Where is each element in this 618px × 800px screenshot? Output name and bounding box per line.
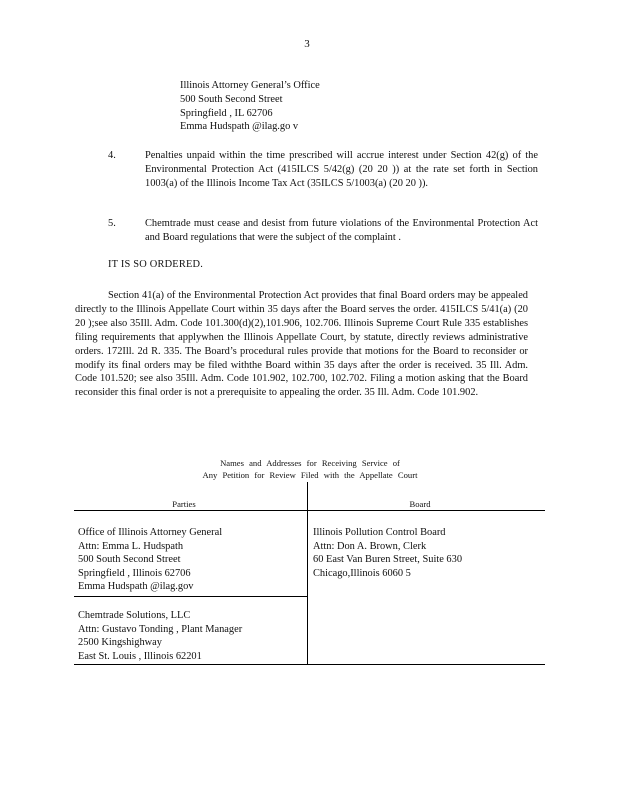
table-top-rule xyxy=(74,510,545,511)
board-line: Attn: Don A. Brown, Clerk xyxy=(313,540,427,552)
item-number: 4. xyxy=(108,150,116,161)
party-line: 500 South Second Street xyxy=(78,554,181,566)
numbered-item xyxy=(108,149,538,205)
address-line: Springfield , IL 62706 xyxy=(180,107,273,119)
column-header-parties: Parties xyxy=(172,499,196,509)
party-line: Attn: Gustavo Tonding , Plant Manager xyxy=(78,623,243,635)
item-number: 5. xyxy=(108,218,116,229)
party-line: Office of Illinois Attorney General xyxy=(78,527,223,538)
party-line: Chemtrade Solutions, LLC xyxy=(78,610,191,621)
party-line: Attn: Emma L. Hudspath xyxy=(78,540,184,552)
numbered-item xyxy=(108,217,538,247)
party-line: Springfield , Illinois 62706 xyxy=(78,567,191,579)
service-list-header xyxy=(150,457,470,481)
item-text: Penalties unpaid within the time prescribed will accrue interest under Section 42(g) of the Environmental Protection Act (415ILCS 5/42(g) (20 20 )) at the rate set forth in Section 1003(a) of the Illinois Income Tax Act (35ILCS 5/1003(a) (20 20 )). xyxy=(145,150,538,189)
item-text: Chemtrade must cease and desist from future violations of the Environmental Protection Act and Board regulations that were the subject of the complaint . xyxy=(145,218,538,243)
so-ordered: IT IS SO ORDERED. xyxy=(108,259,203,270)
header-line: Names and Addresses for Receiving Service of xyxy=(220,458,400,468)
address-line: Emma Hudspath @ilag.go v xyxy=(180,121,299,133)
party-line: Emma Hudspath @ilag.gov xyxy=(78,581,194,593)
address-line: Illinois Attorney General’s Office xyxy=(180,80,320,91)
header-line: Any Petition for Review Filed with the Appellate Court xyxy=(202,470,418,480)
board-line: 60 East Van Buren Street, Suite 630 xyxy=(313,554,463,566)
board-address xyxy=(313,526,543,580)
table-bottom-rule xyxy=(74,664,545,665)
table-row-divider xyxy=(74,596,308,597)
page-number: 3 xyxy=(304,38,310,50)
party-address xyxy=(78,609,306,663)
board-line: Chicago,Illinois 6060 5 xyxy=(313,567,411,579)
party-line: 2500 Kingshighway xyxy=(78,637,162,649)
board-line: Illinois Pollution Control Board xyxy=(313,527,446,538)
party-address xyxy=(78,526,306,594)
appeal-paragraph: Section 41(a) of the Environmental Protection Act provides that final Board orders may be appealed directly to the Illinois Appellate Court within 35 days after the Board serves the order. 415ILCS 5/41(a) (20 20 );see also 35Ill. Adm. Code 101.300(d)(2),101.906, 102.706. Illinois Supreme Court Rule 335 establishes filing requirements that applywhen the Illinois Appellate Court, by statute, directly reviews administrative orders. 172Ill. 2d R. 335. The Board’s procedural rules provide that motions for the Board to reconsider or modify its final orders may be filed withthe Board within 35 days after the order is received. 35 Ill. Adm. Code 101.520; see also 35Ill. Adm. Code 101.902, 102.700, 102.702. Filing a motion asking that the Board reconsider this final order is not a prerequisite to appealing the order. 35 Ill. Adm. Code 101.902. xyxy=(75,290,528,399)
column-header-board: Board xyxy=(409,499,431,509)
address-block xyxy=(180,79,320,134)
address-line: 500 South Second Street xyxy=(180,93,283,105)
party-line: East St. Louis , Illinois 62201 xyxy=(78,650,202,662)
table-column-divider xyxy=(307,482,308,664)
